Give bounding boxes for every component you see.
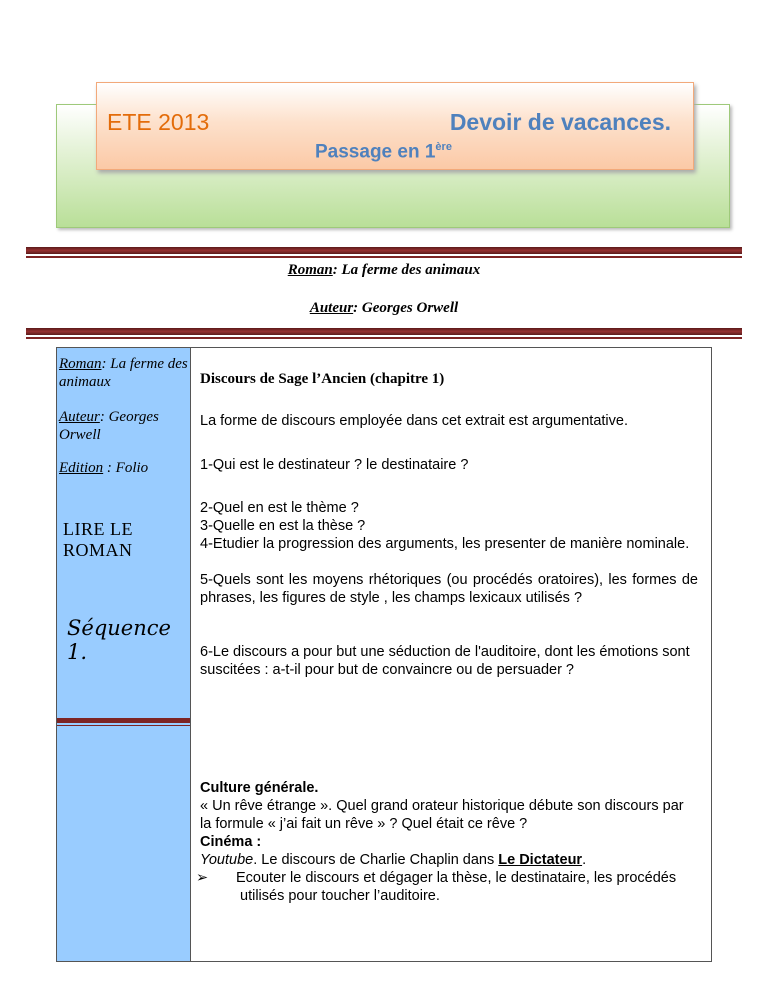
- top-divider-thin: [26, 256, 742, 258]
- middle-divider-thin: [26, 337, 742, 339]
- question-1: 1-Qui est le destinateur ? le destinataire ?: [200, 457, 469, 473]
- header-ete: ETE 2013: [107, 109, 210, 135]
- sidebar-lire: LIRE LE ROMAN: [63, 519, 133, 560]
- title-auteur: Auteur: Georges Orwell: [309, 300, 459, 316]
- header-devoir: Devoir de vacances.: [449, 109, 671, 135]
- question-3: 3-Quelle en est la thèse ?: [200, 518, 366, 534]
- sidebar-column: [57, 348, 191, 961]
- question-6: 6-Le discours a pour but une séduction de l'auditoire, dont les émotions sont suscitées : a-t-il pour but de convaincre ou de persuader ?: [200, 644, 690, 678]
- sidebar-divider-thin: [57, 725, 190, 726]
- content-heading: Discours de Sage l’Ancien (chapitre 1): [200, 371, 445, 387]
- sidebar-edition: Edition : Folio: [59, 460, 149, 476]
- arrow-bullet-icon: ➢: [196, 870, 209, 886]
- header-passage: Passage en 1ère: [315, 141, 452, 163]
- sidebar-auteur: Auteur: Georges Orwell: [59, 409, 159, 443]
- header-orange-box: [96, 82, 694, 170]
- cinema-text: Youtube. Le discours de Charlie Chaplin dans Le Dictateur.: [200, 852, 587, 868]
- content-intro: La forme de discours employée dans cet extrait est argumentative.: [200, 413, 628, 429]
- sidebar-sequence: Séquence 1.: [67, 616, 171, 664]
- culture-title: Culture générale.: [200, 780, 319, 796]
- title-roman: Roman: La ferme des animaux: [287, 262, 481, 278]
- sidebar-roman: Roman: La ferme des animaux: [59, 356, 188, 390]
- middle-divider: [26, 328, 742, 335]
- sidebar-divider: [57, 718, 190, 723]
- top-divider: [26, 247, 742, 254]
- question-2: 2-Quel en est le thème ?: [200, 500, 359, 516]
- question-5: 5-Quels sont les moyens rhétoriques (ou procédés oratoires), les formes de phrases, les figures de style , les champs lexicaux utilisés ?: [200, 572, 698, 606]
- culture-text: « Un rêve étrange ». Quel grand orateur historique débute son discours par la formule « j’ai fait un rêve » ? Quel était ce rêve ?: [200, 798, 684, 832]
- cinema-title: Cinéma :: [200, 834, 262, 850]
- dictateur-link: Le Dictateur: [498, 852, 583, 868]
- content-table: [56, 347, 712, 962]
- bullet-item: ➢ Ecouter le discours et dégager la thèse, le destinataire, les procédés utilisés pour toucher l’auditoire.: [196, 870, 677, 904]
- question-4: 4-Etudier la progression des arguments, les presenter de manière nominale.: [200, 536, 690, 552]
